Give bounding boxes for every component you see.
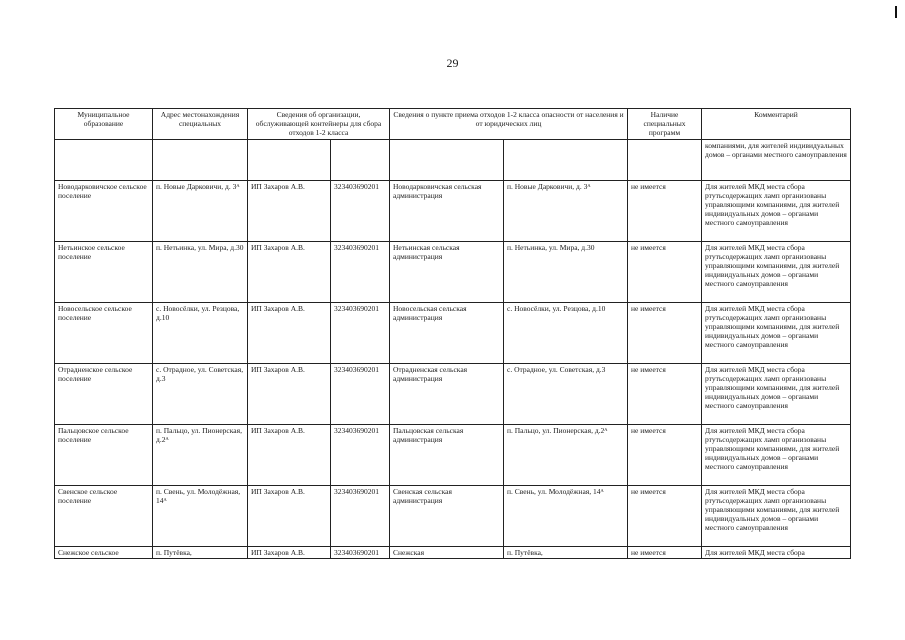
header-comment: Комментарий bbox=[702, 109, 851, 140]
table-row bbox=[55, 485, 851, 546]
cell-point-address: п. Свень, ул. Молодёжная, 14ᴬ bbox=[504, 485, 628, 546]
table-row bbox=[55, 363, 851, 424]
cell-empty bbox=[628, 139, 702, 180]
waste-collection-table bbox=[54, 108, 851, 559]
header-municipality: Муниципальное образование bbox=[55, 109, 153, 140]
cell-org-code: 323403690201 bbox=[331, 180, 390, 241]
cell-org-code: 323403690201 bbox=[331, 546, 390, 558]
cell-comment: Для жителей МКД места сбора ртутьсодержащих ламп организованы управляющими компаниями, для жителей индивидуальных домов – органами местного самоуправления bbox=[702, 485, 851, 546]
cell-point-name: Отрадненская сельская администрация bbox=[390, 363, 504, 424]
table-row bbox=[55, 546, 851, 558]
cell-org-code: 323403690201 bbox=[331, 363, 390, 424]
header-programs: Наличие специальных программ bbox=[628, 109, 702, 140]
table-row bbox=[55, 241, 851, 302]
cell-org-name: ИП Захаров А.В. bbox=[248, 363, 331, 424]
cell-programs: не имеется bbox=[628, 241, 702, 302]
cell-address: с. Отрадное, ул. Советская, д.3 bbox=[153, 363, 248, 424]
table-header-row bbox=[55, 109, 851, 140]
cell-municipality: Снежское сельское bbox=[55, 546, 153, 558]
cell-point-name: Новосельская сельская администрация bbox=[390, 302, 504, 363]
cell-municipality: Свенское сельское поселение bbox=[55, 485, 153, 546]
cell-programs: не имеется bbox=[628, 424, 702, 485]
cell-programs: не имеется bbox=[628, 485, 702, 546]
cell-org-code: 323403690201 bbox=[331, 241, 390, 302]
cell-comment: Для жителей МКД места сбора ртутьсодержащих ламп организованы управляющими компаниями, для жителей индивидуальных домов – органами местного самоуправления bbox=[702, 363, 851, 424]
cell-programs: не имеется bbox=[628, 180, 702, 241]
cell-point-address: с. Новосёлки, ул. Резцова, д.10 bbox=[504, 302, 628, 363]
table-row bbox=[55, 302, 851, 363]
cell-point-address: п. Пальцо, ул. Пионерская, д.2ᴬ bbox=[504, 424, 628, 485]
cell-point-address: п. Нетьинка, ул. Мира, д.30 bbox=[504, 241, 628, 302]
table-row-continuation bbox=[55, 139, 851, 180]
cell-municipality: Пальцовское сельское поселение bbox=[55, 424, 153, 485]
cell-programs: не имеется bbox=[628, 546, 702, 558]
cell-comment: Для жителей МКД места сбора ртутьсодержащих ламп организованы управляющими компаниями, для жителей индивидуальных домов – органами местного самоуправления bbox=[702, 180, 851, 241]
cell-comment: компаниями, для жителей индивидуальных домов – органами местного самоуправления bbox=[702, 139, 851, 180]
cell-empty bbox=[390, 139, 504, 180]
cell-point-address: п. Путёвка, bbox=[504, 546, 628, 558]
cell-empty bbox=[153, 139, 248, 180]
cell-point-address: с. Отрадное, ул. Советская, д.3 bbox=[504, 363, 628, 424]
cell-municipality: Нетьинское сельское поселение bbox=[55, 241, 153, 302]
cell-point-name: Нетьинская сельская администрация bbox=[390, 241, 504, 302]
cell-municipality: Новосельское сельское поселение bbox=[55, 302, 153, 363]
cell-programs: не имеется bbox=[628, 363, 702, 424]
page-number: 29 bbox=[446, 56, 459, 70]
cell-address: п. Свень, ул. Молодёжная, 14ᴬ bbox=[153, 485, 248, 546]
cell-org-code: 323403690201 bbox=[331, 485, 390, 546]
cell-address: п. Новые Дарковичи, д. 3ᴬ bbox=[153, 180, 248, 241]
cell-comment: Для жителей МКД места сбора ртутьсодержащих ламп организованы управляющими компаниями, для жителей индивидуальных домов – органами местного самоуправления bbox=[702, 241, 851, 302]
cell-org-code: 323403690201 bbox=[331, 424, 390, 485]
cell-municipality: Отрадненское сельское поселение bbox=[55, 363, 153, 424]
header-address: Адрес местонахождения специальных bbox=[153, 109, 248, 140]
cell-point-name: Новодарковичская сельская администрация bbox=[390, 180, 504, 241]
cell-programs: не имеется bbox=[628, 302, 702, 363]
cell-empty bbox=[55, 139, 153, 180]
header-collection-point: Сведения о пункте приема отходов 1-2 класса опасности от населения и от юридических лиц bbox=[390, 109, 628, 140]
cell-municipality: Новодарковичское сельское поселение bbox=[55, 180, 153, 241]
table-row bbox=[55, 180, 851, 241]
cell-empty bbox=[248, 139, 331, 180]
cell-org-name: ИП Захаров А.В. bbox=[248, 424, 331, 485]
header-organization: Сведения об организации, обслуживающей контейнеры для сбора отходов 1-2 класса bbox=[248, 109, 390, 140]
cell-point-address: п. Новые Дарковичи, д. 3ᴬ bbox=[504, 180, 628, 241]
cell-comment: Для жителей МКД места сбора bbox=[702, 546, 851, 558]
cell-comment: Для жителей МКД места сбора ртутьсодержащих ламп организованы управляющими компаниями, для жителей индивидуальных домов – органами местного самоуправления bbox=[702, 302, 851, 363]
page-edge-mark bbox=[895, 6, 897, 18]
cell-point-name: Пальцовская сельская администрация bbox=[390, 424, 504, 485]
cell-org-name: ИП Захаров А.В. bbox=[248, 546, 331, 558]
cell-empty bbox=[331, 139, 390, 180]
table-row bbox=[55, 424, 851, 485]
cell-point-name: Свенская сельская администрация bbox=[390, 485, 504, 546]
cell-empty bbox=[504, 139, 628, 180]
cell-address: п. Пальцо, ул. Пионерская, д.2ᴬ bbox=[153, 424, 248, 485]
cell-org-name: ИП Захаров А.В. bbox=[248, 180, 331, 241]
cell-org-name: ИП Захаров А.В. bbox=[248, 485, 331, 546]
cell-comment: Для жителей МКД места сбора ртутьсодержащих ламп организованы управляющими компаниями, для жителей индивидуальных домов – органами местного самоуправления bbox=[702, 424, 851, 485]
cell-org-code: 323403690201 bbox=[331, 302, 390, 363]
cell-address: п. Путёвка, bbox=[153, 546, 248, 558]
cell-point-name: Снежская bbox=[390, 546, 504, 558]
cell-address: с. Новосёлки, ул. Резцова, д.10 bbox=[153, 302, 248, 363]
cell-org-name: ИП Захаров А.В. bbox=[248, 302, 331, 363]
cell-address: п. Нетьинка, ул. Мира, д.30 bbox=[153, 241, 248, 302]
cell-org-name: ИП Захаров А.В. bbox=[248, 241, 331, 302]
